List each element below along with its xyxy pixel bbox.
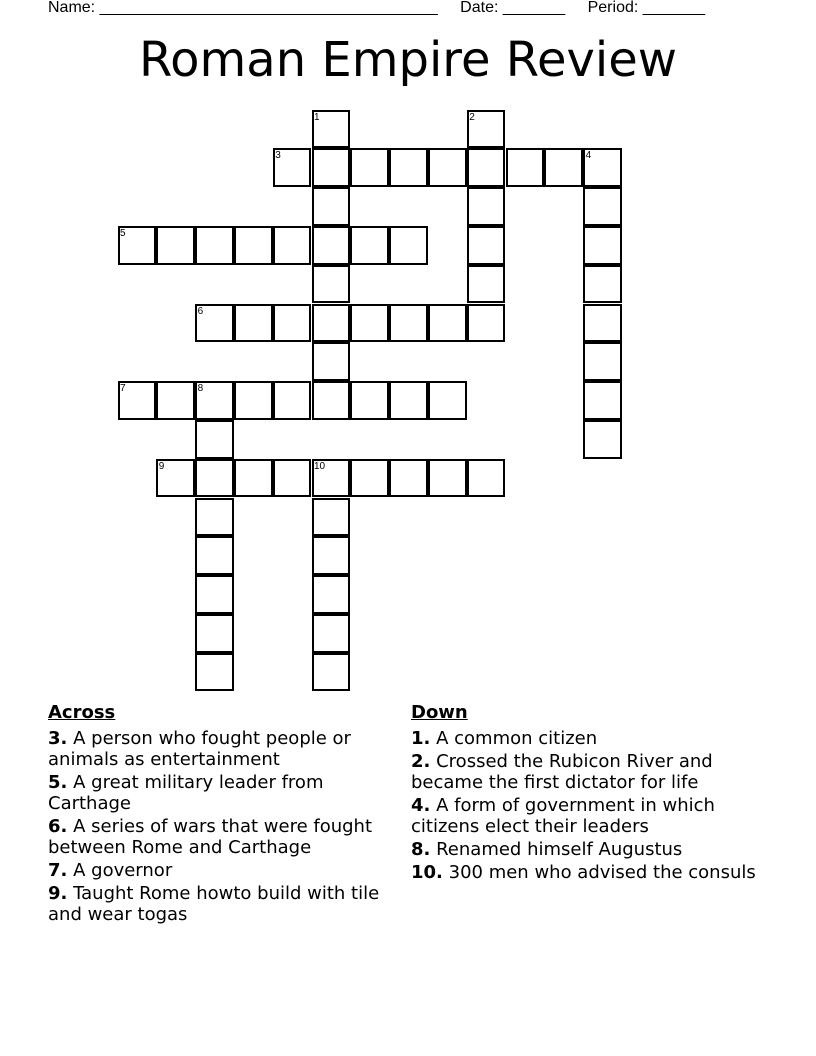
crossword-cell[interactable] [312,304,351,343]
crossword-cell[interactable] [506,148,545,187]
across-clues [48,702,403,927]
clue-number: 3. [48,728,68,749]
crossword-cell[interactable] [312,575,351,614]
crossword-cell[interactable] [156,226,195,265]
clue-text: A great military leader from Carthage [48,772,324,814]
crossword-cell[interactable] [195,459,234,498]
clue-number-label: 1 [314,111,320,123]
page-title: Roman Empire Review [138,32,678,88]
clue-number: 5. [48,772,68,793]
crossword-cell[interactable] [467,304,506,343]
crossword-cell[interactable] [583,420,622,459]
crossword-cell[interactable] [389,381,428,420]
clue-number-label: 10 [314,460,326,472]
clue-text: A common citizen [436,728,598,749]
clue-number: 9. [48,883,68,904]
crossword-cell[interactable] [467,265,506,304]
clue-text: Renamed himself Augustus [436,839,683,860]
clue-number-label: 8 [197,383,204,395]
crossword-cell[interactable] [195,226,234,265]
clue-text: A person who fought people or animals as entertainment [48,728,351,770]
crossword-cell[interactable] [350,148,389,187]
crossword-cell[interactable] [350,381,389,420]
crossword-cell[interactable] [234,226,273,265]
crossword-cell[interactable] [389,459,428,498]
crossword-cell[interactable] [312,536,351,575]
down-clue [411,728,756,749]
clue-number: 1. [411,728,431,749]
down-clue [411,795,756,837]
across-clue [48,883,403,925]
crossword-cell[interactable] [234,304,273,343]
clue-number-label: 7 [120,383,126,395]
crossword-cell[interactable] [583,381,622,420]
clue-text: Taught Rome howto build with tile and wear togas [48,883,380,925]
across-clue [48,728,403,770]
crossword-cell[interactable] [544,148,583,187]
clue-number-label: 3 [275,150,281,162]
clue-number-label: 4 [585,150,592,162]
down-clue [411,839,756,860]
down-clue [411,751,756,793]
across-clue [48,860,403,881]
crossword-cell[interactable] [312,148,351,187]
crossword-cell[interactable] [428,381,467,420]
across-clue [48,772,403,814]
crossword-cell[interactable] [234,459,273,498]
crossword-cell[interactable] [195,614,234,653]
crossword-cell[interactable] [389,304,428,343]
period-field[interactable]: Period: _______ [587,0,706,16]
crossword-cell[interactable] [195,536,234,575]
crossword-cell[interactable] [583,265,622,304]
crossword-cell[interactable] [583,187,622,226]
crossword-cell[interactable] [389,148,428,187]
clue-number-label: 9 [158,460,165,472]
crossword-cell[interactable] [312,381,351,420]
name-field[interactable]: Name: ______________________________________ [48,0,438,16]
across-heading: Across [48,702,116,723]
clue-number: 2. [411,751,431,772]
date-field[interactable]: Date: _______ [460,0,566,16]
crossword-cell[interactable] [273,459,312,498]
crossword-cell[interactable] [195,575,234,614]
crossword-cell[interactable] [350,459,389,498]
crossword-cell[interactable] [467,459,506,498]
crossword-cell[interactable] [312,265,351,304]
crossword-cell[interactable] [350,226,389,265]
crossword-cell[interactable] [273,226,312,265]
clue-number-label: 6 [197,305,204,317]
crossword-cell[interactable] [583,226,622,265]
crossword-cell[interactable] [312,226,351,265]
crossword-cell[interactable] [428,459,467,498]
clue-number: 6. [48,816,68,837]
across-clue [48,816,403,858]
clue-number: 8. [411,839,431,860]
clue-text: 300 men who advised the consuls [448,862,756,883]
crossword-cell[interactable] [467,148,506,187]
clue-number: 10. [411,862,443,883]
clue-number-label: 2 [469,111,475,123]
crossword-cell[interactable] [350,304,389,343]
clue-number-label: 5 [120,227,126,239]
crossword-cell[interactable] [583,304,622,343]
clue-text: A form of government in which citizens elect their leaders [411,795,715,837]
crossword-cell[interactable] [195,653,234,692]
clue-text: A governor [73,860,173,881]
clue-number: 7. [48,860,68,881]
crossword-cell[interactable] [312,187,351,226]
crossword-cell[interactable] [389,226,428,265]
crossword-cell[interactable] [312,653,351,692]
clue-number: 4. [411,795,431,816]
crossword-cell[interactable] [312,342,351,381]
down-clues [411,702,756,885]
crossword-cell[interactable] [156,381,195,420]
crossword-cell[interactable] [312,498,351,537]
crossword-cell[interactable] [428,148,467,187]
crossword-cell[interactable] [467,226,506,265]
down-heading: Down [411,702,468,723]
crossword-cell[interactable] [234,381,273,420]
clue-text: Crossed the Rubicon River and became the first dictator for life [411,751,713,793]
crossword-cell[interactable] [428,304,467,343]
clue-text: A series of wars that were fought between Rome and Carthage [48,816,373,858]
crossword-cell[interactable] [273,381,312,420]
crossword-cell[interactable] [195,420,234,459]
crossword-cell[interactable] [467,187,506,226]
crossword-cell[interactable] [195,498,234,537]
crossword-cell[interactable] [273,304,312,343]
down-clue [411,862,756,883]
crossword-cell[interactable] [312,614,351,653]
crossword-cell[interactable] [583,342,622,381]
